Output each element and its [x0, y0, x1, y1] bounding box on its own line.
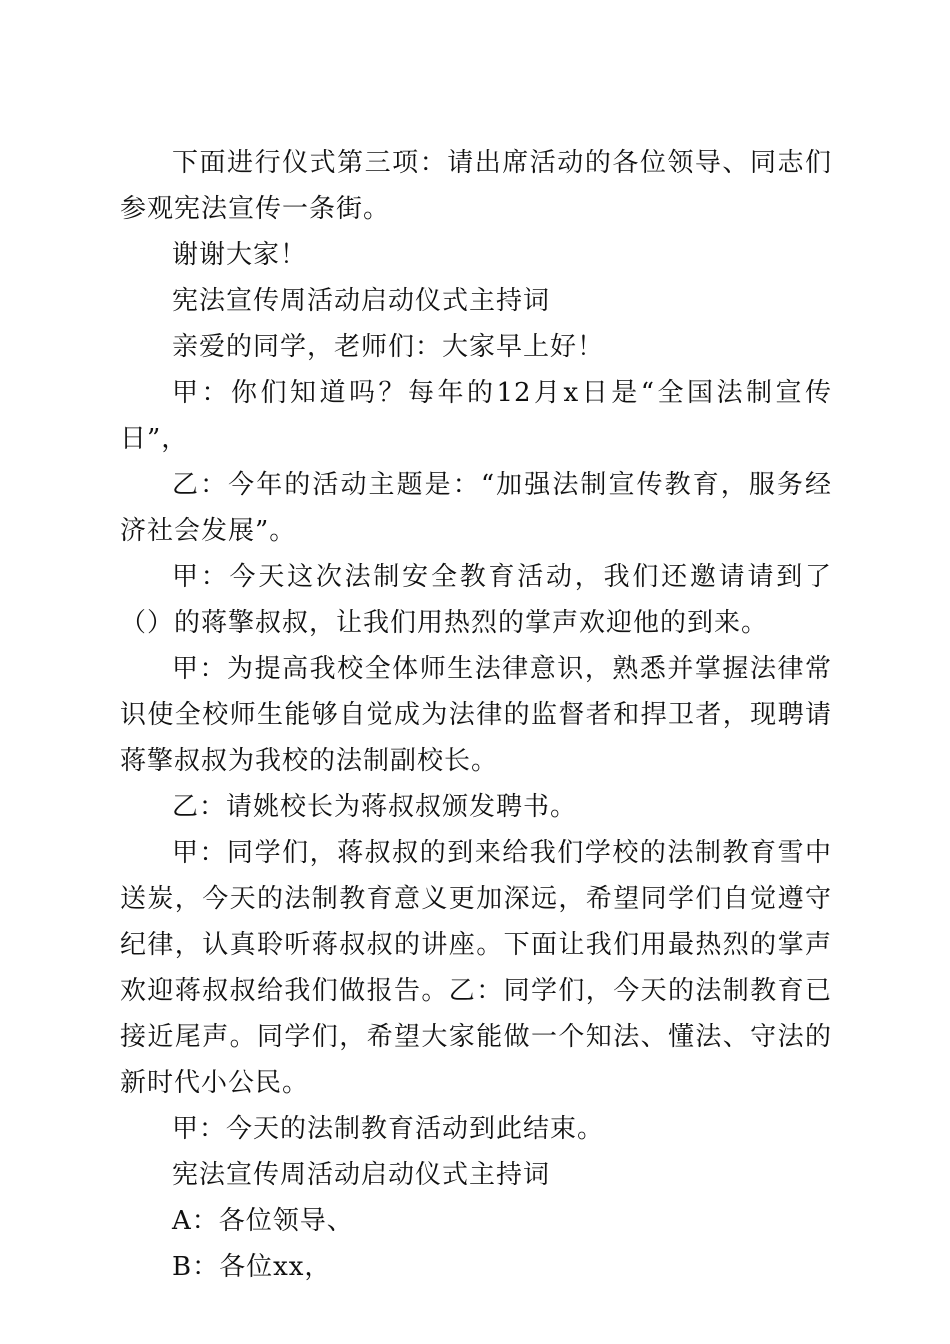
- paragraph-host-b: B：各位xx，: [172, 1252, 332, 1282]
- paragraph-section-title-2: 宪法宣传周活动启动仪式主持词: [172, 1160, 551, 1190]
- paragraph-greeting: 亲爱的同学，老师们：大家早上好！: [172, 332, 605, 362]
- paragraph-thanks: 谢谢大家！: [172, 240, 308, 270]
- paragraph-ceremony-item-three: 下面进行仪式第三项：请出席活动的各位领导、同志们参观宪法宣传一条街。: [120, 148, 832, 224]
- paragraph-appointment: 甲：为提高我校全体师生法律意识，熟悉并掌握法律常识使全校师生能够自觉成为法律的监督者和捍卫者，现聘请蒋擎叔叔为我校的法制副校长。: [120, 654, 832, 776]
- paragraph-legal-day: 甲：你们知道吗？每年的12月x日是“全国法制宣传日”，: [120, 378, 832, 454]
- document-body: [120, 140, 832, 1290]
- paragraph-certificate: 乙：请姚校长为蒋叔叔颁发聘书。: [172, 792, 578, 822]
- paragraph-closing: 甲：今天的法制教育活动到此结束。: [172, 1114, 605, 1144]
- paragraph-theme: 乙：今年的活动主题是：“加强法制宣传教育，服务经济社会发展”。: [120, 470, 832, 546]
- paragraph-host-a: A：各位领导、: [172, 1206, 354, 1236]
- paragraph-guest-intro: 甲：今天这次法制安全教育活动，我们还邀请请到了（）的蒋擎叔叔，让我们用热烈的掌声欢迎他的到来。: [120, 562, 832, 638]
- paragraph-section-title: 宪法宣传周活动启动仪式主持词: [172, 286, 551, 316]
- paragraph-lecture: 甲：同学们，蒋叔叔的到来给我们学校的法制教育雪中送炭，今天的法制教育意义更加深远，希望同学们自觉遵守纪律，认真聆听蒋叔叔的讲座。下面让我们用最热烈的掌声欢迎蒋叔叔给我们做报告。乙：同学们，今天的法制教育已接近尾声。同学们，希望大家能做一个知法、懂法、守法的新时代小公民。: [120, 838, 832, 1098]
